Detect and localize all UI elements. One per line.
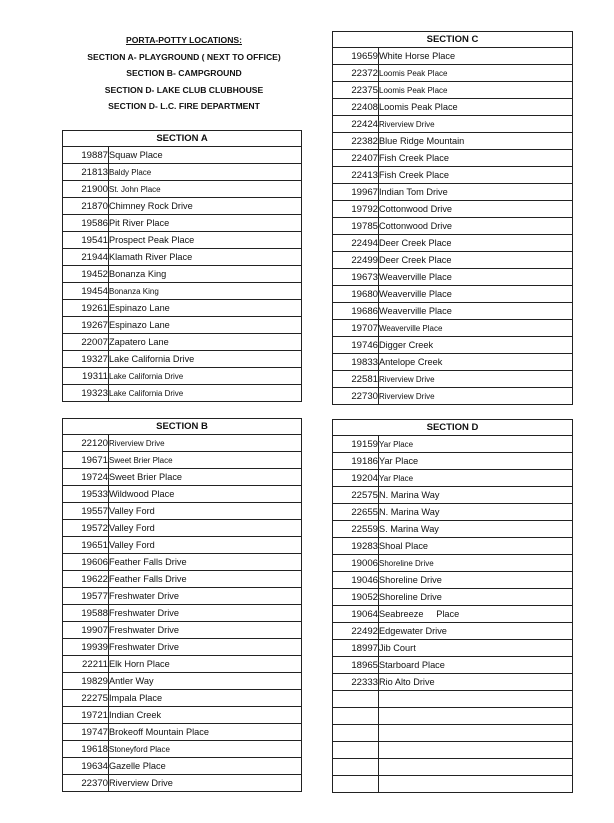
table-row xyxy=(63,724,302,741)
table-row xyxy=(63,435,302,452)
table-row xyxy=(333,371,573,388)
street-name: Starboard Place xyxy=(379,657,573,674)
address-number: 19557 xyxy=(63,503,109,520)
address-number: 19454 xyxy=(63,283,109,300)
address-number: 22730 xyxy=(333,388,379,405)
table-row xyxy=(63,147,302,164)
address-number: 19267 xyxy=(63,317,109,334)
table-row xyxy=(333,657,573,674)
section-b-title: SECTION B xyxy=(63,419,302,435)
street-name: Valley Ford xyxy=(109,503,302,520)
table-row xyxy=(333,691,573,708)
table-row xyxy=(333,504,573,521)
street-name: Bonanza King xyxy=(109,283,302,300)
table-row xyxy=(63,469,302,486)
table-row xyxy=(63,605,302,622)
table-row xyxy=(63,300,302,317)
address-number: 22007 xyxy=(63,334,109,351)
street-name: Sweet Brier Place xyxy=(109,469,302,486)
street-name: Bonanza King xyxy=(109,266,302,283)
address-number xyxy=(333,691,379,708)
address-number: 22559 xyxy=(333,521,379,538)
street-name: St. John Place xyxy=(109,181,302,198)
table-row xyxy=(63,266,302,283)
table-row xyxy=(63,588,302,605)
address-number: 19887 xyxy=(63,147,109,164)
address-number: 22382 xyxy=(333,133,379,150)
street-name xyxy=(379,725,573,742)
table-row xyxy=(63,775,302,792)
address-number: 19746 xyxy=(333,337,379,354)
street-name: Lake California Drive xyxy=(109,385,302,402)
street-name: Deer Creek Place xyxy=(379,235,573,252)
table-row xyxy=(63,486,302,503)
table-row xyxy=(63,537,302,554)
address-number: 19261 xyxy=(63,300,109,317)
address-number: 18965 xyxy=(333,657,379,674)
street-name: Valley Ford xyxy=(109,520,302,537)
street-name: Shoal Place xyxy=(379,538,573,555)
table-row xyxy=(63,673,302,690)
street-name: Shoreline Drive xyxy=(379,589,573,606)
address-number: 19572 xyxy=(63,520,109,537)
table-row xyxy=(333,65,573,82)
street-name: Freshwater Drive xyxy=(109,605,302,622)
address-number: 19651 xyxy=(63,537,109,554)
street-name: Klamath River Place xyxy=(109,249,302,266)
address-number: 19606 xyxy=(63,554,109,571)
street-name: Edgewater Drive xyxy=(379,623,573,640)
address-number: 22375 xyxy=(333,82,379,99)
header-line-fire-department: SECTION D- L.C. FIRE DEPARTMENT xyxy=(108,101,260,111)
table-row xyxy=(333,303,573,320)
table-row xyxy=(63,283,302,300)
table-row xyxy=(333,538,573,555)
table-row xyxy=(333,572,573,589)
address-number: 22370 xyxy=(63,775,109,792)
table-row xyxy=(333,337,573,354)
address-number xyxy=(333,759,379,776)
address-number: 21944 xyxy=(63,249,109,266)
address-number: 19707 xyxy=(333,320,379,337)
table-row xyxy=(63,622,302,639)
street-name: Gazelle Place xyxy=(109,758,302,775)
table-row xyxy=(333,742,573,759)
header-line-clubhouse: SECTION D- LAKE CLUB CLUBHOUSE xyxy=(104,84,264,95)
address-number: 19622 xyxy=(63,571,109,588)
address-number: 19939 xyxy=(63,639,109,656)
street-name: Loomis Peak Place xyxy=(379,65,573,82)
address-number: 19283 xyxy=(333,538,379,555)
street-name: Rio Alto Drive xyxy=(379,674,573,691)
street-name: Fish Creek Place xyxy=(379,150,573,167)
address-number: 19586 xyxy=(63,215,109,232)
table-row xyxy=(333,184,573,201)
address-number: 21870 xyxy=(63,198,109,215)
table-row xyxy=(333,640,573,657)
table-row xyxy=(333,354,573,371)
address-number xyxy=(333,776,379,793)
address-number: 22333 xyxy=(333,674,379,691)
table-row xyxy=(63,181,302,198)
table-row xyxy=(333,708,573,725)
address-number: 19323 xyxy=(63,385,109,402)
street-name: Indian Tom Drive xyxy=(379,184,573,201)
street-name: Baldy Place xyxy=(109,164,302,181)
street-name: Antelope Creek xyxy=(379,354,573,371)
street-name xyxy=(379,742,573,759)
table-row xyxy=(333,150,573,167)
address-number: 19659 xyxy=(333,48,379,65)
street-name: Squaw Place xyxy=(109,147,302,164)
table-row xyxy=(333,201,573,218)
street-name: Weaverville Place xyxy=(379,286,573,303)
street-name: Espinazo Lane xyxy=(109,317,302,334)
table-row xyxy=(63,520,302,537)
address-number: 19064 xyxy=(333,606,379,623)
address-number: 21900 xyxy=(63,181,109,198)
street-name: Yar Place xyxy=(379,436,573,453)
address-number: 19327 xyxy=(63,351,109,368)
street-name: Elk Horn Place xyxy=(109,656,302,673)
section-c-table xyxy=(332,31,573,405)
street-name: Espinazo Lane xyxy=(109,300,302,317)
street-name xyxy=(379,776,573,793)
table-row xyxy=(63,215,302,232)
street-name: N. Marina Way xyxy=(379,504,573,521)
street-name: Freshwater Drive xyxy=(109,622,302,639)
table-row xyxy=(63,758,302,775)
address-number: 19680 xyxy=(333,286,379,303)
table-row xyxy=(63,554,302,571)
table-row xyxy=(333,453,573,470)
address-number xyxy=(333,708,379,725)
address-number: 19686 xyxy=(333,303,379,320)
table-row xyxy=(333,521,573,538)
table-row xyxy=(333,99,573,116)
address-number: 22372 xyxy=(333,65,379,82)
address-number: 19186 xyxy=(333,453,379,470)
street-name: Impala Place xyxy=(109,690,302,707)
table-row xyxy=(333,252,573,269)
table-row xyxy=(333,776,573,793)
street-name: Riverview Drive xyxy=(109,775,302,792)
street-name: Prospect Peak Place xyxy=(109,232,302,249)
address-number: 19159 xyxy=(333,436,379,453)
street-name: Digger Creek xyxy=(379,337,573,354)
section-c-title: SECTION C xyxy=(333,32,573,48)
street-name: N. Marina Way xyxy=(379,487,573,504)
section-b-table xyxy=(62,418,302,792)
address-number: 19618 xyxy=(63,741,109,758)
table-row xyxy=(333,235,573,252)
address-number: 19785 xyxy=(333,218,379,235)
street-name: Yar Place xyxy=(379,453,573,470)
table-row xyxy=(333,487,573,504)
address-number: 22581 xyxy=(333,371,379,388)
address-number: 22407 xyxy=(333,150,379,167)
street-name xyxy=(379,708,573,725)
address-number: 19721 xyxy=(63,707,109,724)
street-name: Riverview Drive xyxy=(109,435,302,452)
address-number: 22494 xyxy=(333,235,379,252)
address-number: 19671 xyxy=(63,452,109,469)
address-number: 19533 xyxy=(63,486,109,503)
street-name: Shoreline Drive xyxy=(379,572,573,589)
address-number: 22408 xyxy=(333,99,379,116)
address-number: 19673 xyxy=(333,269,379,286)
address-number: 19311 xyxy=(63,368,109,385)
table-row xyxy=(333,218,573,235)
table-row xyxy=(63,639,302,656)
table-row xyxy=(63,385,302,402)
street-name: Weaverville Place xyxy=(379,303,573,320)
address-number: 19006 xyxy=(333,555,379,572)
address-number: 19907 xyxy=(63,622,109,639)
table-row xyxy=(63,368,302,385)
street-name: Freshwater Drive xyxy=(109,639,302,656)
table-row xyxy=(63,351,302,368)
street-name: Antler Way xyxy=(109,673,302,690)
street-name: Loomis Peak Place xyxy=(379,99,573,116)
table-row xyxy=(333,555,573,572)
table-row xyxy=(63,198,302,215)
address-number: 19829 xyxy=(63,673,109,690)
address-number: 19577 xyxy=(63,588,109,605)
street-name: White Horse Place xyxy=(379,48,573,65)
street-name: Indian Creek xyxy=(109,707,302,724)
street-name: Riverview Drive xyxy=(379,388,573,405)
address-number: 22120 xyxy=(63,435,109,452)
address-number: 18997 xyxy=(333,640,379,657)
address-number: 19452 xyxy=(63,266,109,283)
address-number: 22211 xyxy=(63,656,109,673)
table-row xyxy=(333,589,573,606)
section-a-table xyxy=(62,130,302,402)
street-name: Sweet Brier Place xyxy=(109,452,302,469)
address-number: 19588 xyxy=(63,605,109,622)
table-row xyxy=(333,606,573,623)
section-a-title: SECTION A xyxy=(63,131,302,147)
table-row xyxy=(63,317,302,334)
street-name: Yar Place xyxy=(379,470,573,487)
street-name: Brokeoff Mountain Place xyxy=(109,724,302,741)
street-name: Fish Creek Place xyxy=(379,167,573,184)
address-number: 19967 xyxy=(333,184,379,201)
address-number: 22424 xyxy=(333,116,379,133)
street-name: Lake California Drive xyxy=(109,351,302,368)
address-number: 22413 xyxy=(333,167,379,184)
section-d-title: SECTION D xyxy=(333,420,573,436)
street-name: Zapatero Lane xyxy=(109,334,302,351)
table-row xyxy=(333,623,573,640)
address-number: 19204 xyxy=(333,470,379,487)
street-name: Shoreline Drive xyxy=(379,555,573,572)
table-row xyxy=(333,388,573,405)
address-number: 19792 xyxy=(333,201,379,218)
header-line-section-a: SECTION A- PLAYGROUND ( NEXT TO OFFICE) xyxy=(87,51,281,62)
street-name: Deer Creek Place xyxy=(379,252,573,269)
address-number xyxy=(333,742,379,759)
street-name: Seabreeze Place xyxy=(379,606,573,623)
street-name: Riverview Drive xyxy=(379,116,573,133)
street-name: Weaverville Place xyxy=(379,269,573,286)
street-name: Feather Falls Drive xyxy=(109,571,302,588)
street-name: Pit River Place xyxy=(109,215,302,232)
table-row xyxy=(333,674,573,691)
street-name xyxy=(379,691,573,708)
table-row xyxy=(63,334,302,351)
street-name: Loomis Peak Place xyxy=(379,82,573,99)
header-title: PORTA-POTTY LOCATIONS: xyxy=(125,35,242,45)
table-row xyxy=(333,470,573,487)
table-row xyxy=(333,133,573,150)
street-name: Riverview Drive xyxy=(379,371,573,388)
street-name: Wildwood Place xyxy=(109,486,302,503)
street-name: Jib Court xyxy=(379,640,573,657)
table-row xyxy=(333,116,573,133)
table-row xyxy=(63,232,302,249)
address-number xyxy=(333,725,379,742)
locations-header xyxy=(62,32,306,115)
street-name: Cottonwood Drive xyxy=(379,218,573,235)
street-name: Chimney Rock Drive xyxy=(109,198,302,215)
address-number: 19634 xyxy=(63,758,109,775)
address-number: 22655 xyxy=(333,504,379,521)
street-name: Cottonwood Drive xyxy=(379,201,573,218)
table-row xyxy=(63,741,302,758)
address-number: 19833 xyxy=(333,354,379,371)
street-name: Feather Falls Drive xyxy=(109,554,302,571)
street-name: Blue Ridge Mountain xyxy=(379,133,573,150)
street-name: Freshwater Drive xyxy=(109,588,302,605)
section-d-table xyxy=(332,419,573,793)
street-name: Valley Ford xyxy=(109,537,302,554)
address-number: 22275 xyxy=(63,690,109,707)
address-number: 22492 xyxy=(333,623,379,640)
address-number: 21813 xyxy=(63,164,109,181)
street-name xyxy=(379,759,573,776)
table-row xyxy=(63,452,302,469)
table-row xyxy=(63,571,302,588)
street-name: Lake California Drive xyxy=(109,368,302,385)
table-row xyxy=(333,82,573,99)
address-number: 19052 xyxy=(333,589,379,606)
table-row xyxy=(63,503,302,520)
street-name: S. Marina Way xyxy=(379,521,573,538)
header-line-section-b: SECTION B- CAMPGROUND xyxy=(126,68,242,78)
address-number: 19747 xyxy=(63,724,109,741)
table-row xyxy=(333,269,573,286)
table-row xyxy=(333,759,573,776)
address-number: 22575 xyxy=(333,487,379,504)
street-name: Stoneyford Place xyxy=(109,741,302,758)
address-number: 19046 xyxy=(333,572,379,589)
table-row xyxy=(333,286,573,303)
table-row xyxy=(333,436,573,453)
table-row xyxy=(63,249,302,266)
table-row xyxy=(63,707,302,724)
table-row xyxy=(333,167,573,184)
table-row xyxy=(333,48,573,65)
table-row xyxy=(333,320,573,337)
table-row xyxy=(63,656,302,673)
table-row xyxy=(63,164,302,181)
address-number: 22499 xyxy=(333,252,379,269)
address-number: 19541 xyxy=(63,232,109,249)
street-name: Weaverville Place xyxy=(379,320,573,337)
address-number: 19724 xyxy=(63,469,109,486)
table-row xyxy=(63,690,302,707)
table-row xyxy=(333,725,573,742)
